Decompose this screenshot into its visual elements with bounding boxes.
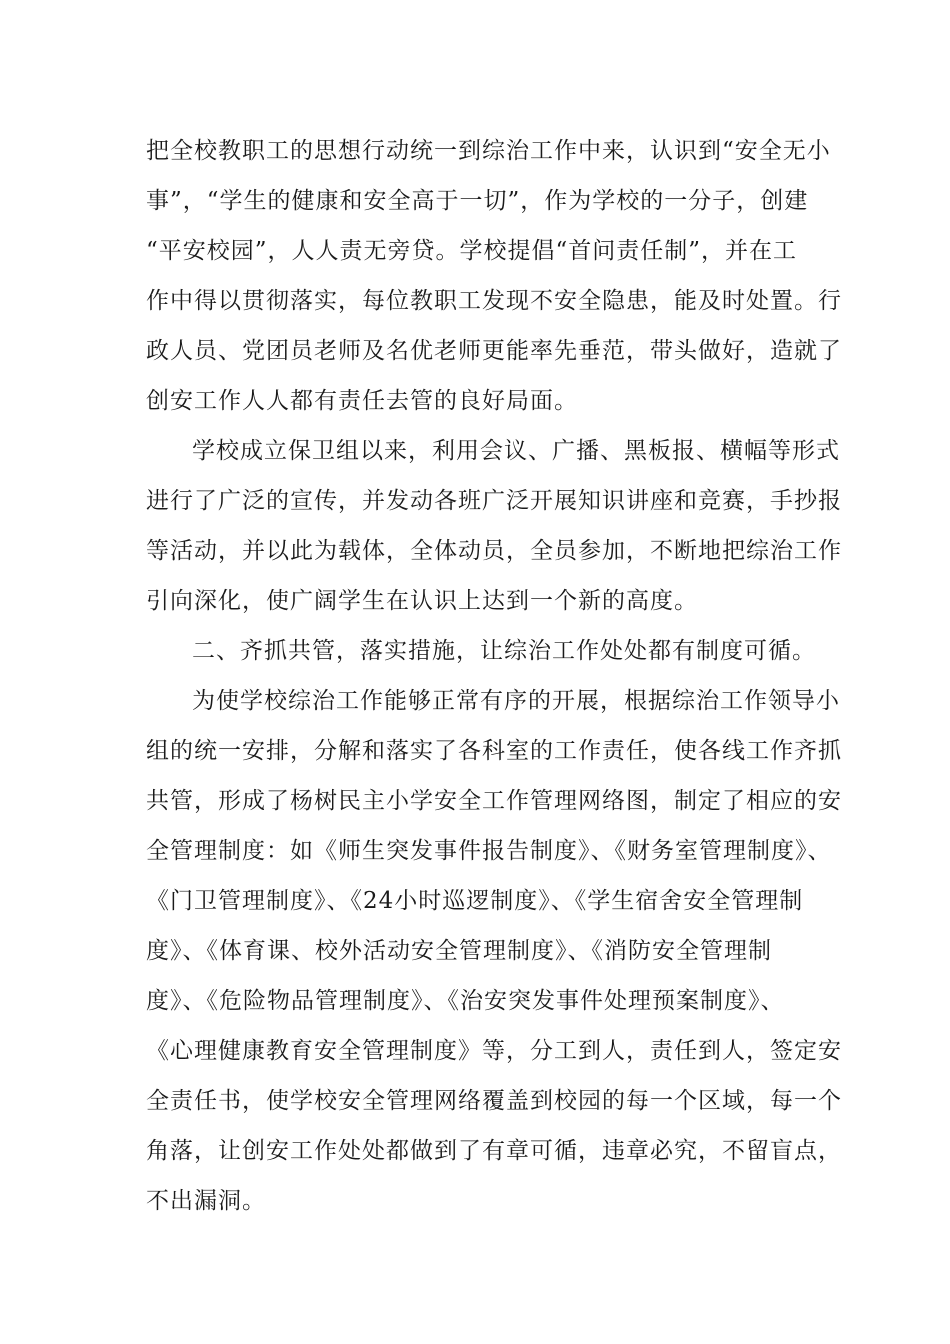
text-line: 为使学校综治工作能够正常有序的开展，根据综治工作领导小 bbox=[192, 688, 840, 714]
text-line: 创安工作人人都有责任去管的良好局面。 bbox=[146, 388, 578, 414]
text-line: 事”，“学生的健康和安全高于一切”，作为学校的一分子，创建 bbox=[146, 188, 809, 214]
text-line: 不出漏洞。 bbox=[146, 1188, 266, 1214]
text-line: 学校成立保卫组以来，利用会议、广播、黑板报、横幅等形式 bbox=[192, 438, 840, 464]
text-line: 度》、《体育课、校外活动安全管理制度》、《消防安全管理制 bbox=[146, 938, 772, 964]
text-line: 等活动，并以此为载体，全体动员，全员参加，不断地把综治工作 bbox=[146, 538, 842, 564]
text-line: 共管，形成了杨树民主小学安全工作管理网络图，制定了相应的安 bbox=[146, 788, 842, 814]
section-heading: 二、齐抓共管，落实措施，让综治工作处处都有制度可循。 bbox=[192, 638, 816, 664]
text-line: 全管理制度：如《师生突发事件报告制度》、《财务室管理制度》、 bbox=[146, 838, 832, 864]
text-line: 《心理健康教育安全管理制度》等，分工到人，责任到人，签定安 bbox=[146, 1038, 842, 1064]
text-line: 政人员、党团员老师及名优老师更能率先垂范，带头做好，造就了 bbox=[146, 338, 842, 364]
body-text bbox=[146, 126, 842, 1226]
text-line: 全责任书，使学校安全管理网络覆盖到校园的每一个区域，每一个 bbox=[146, 1088, 842, 1114]
text-line: 作中得以贯彻落实，每位教职工发现不安全隐患，能及时处置。行 bbox=[146, 288, 842, 314]
text-line: 组的统一安排，分解和落实了各科室的工作责任，使各线工作齐抓 bbox=[146, 738, 842, 764]
text-line: 引向深化，使广阔学生在认识上达到一个新的高度。 bbox=[146, 588, 698, 614]
text-line: 进行了广泛的宣传，并发动各班广泛开展知识讲座和竞赛，手抄报 bbox=[146, 488, 842, 514]
text-line: 度》、《危险物品管理制度》、《治安突发事件处理预案制度》、 bbox=[146, 988, 785, 1014]
text-line: 《门卫管理制度》、《24小时巡逻制度》、《学生宿舍安全管理制 bbox=[146, 888, 804, 914]
text-line: 角落，让创安工作处处都做到了有章可循，违章必究，不留盲点， bbox=[146, 1138, 842, 1164]
text-line: 把全校教职工的思想行动统一到综治工作中来，认识到“安全无小 bbox=[146, 138, 831, 164]
text-line: “平安校园”，人人责无旁贷。学校提倡“首问责任制”，并在工 bbox=[146, 238, 798, 264]
